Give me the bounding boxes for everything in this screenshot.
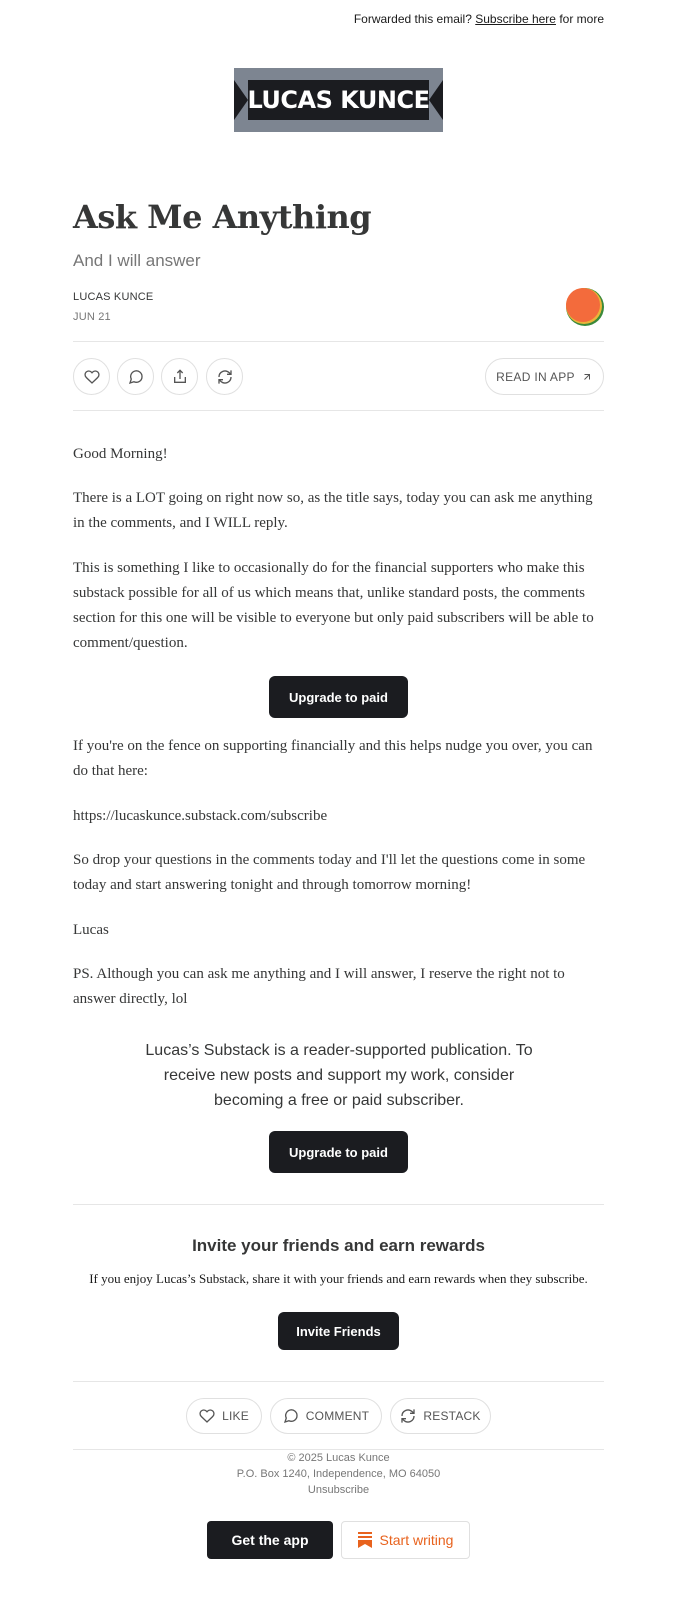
get-app-button[interactable]: Get the app [207, 1521, 333, 1559]
unsubscribe-link[interactable]: Unsubscribe [307, 1484, 370, 1496]
support-text: Lucas’s Substack is a reader-supported publication. To receive new posts and support my work, consider becoming a free or paid subscriber. [145, 1042, 533, 1109]
divider [73, 1449, 604, 1450]
like-label: LIKE [222, 1409, 249, 1423]
copyright: © 2025 Lucas Kunce [287, 1452, 390, 1464]
post-title[interactable]: Ask Me Anything [73, 198, 372, 236]
arrow-up-right-icon [581, 371, 593, 383]
forward-prefix: Forwarded this email? [353, 12, 472, 26]
upgrade-button[interactable]: Upgrade to paid [269, 676, 408, 718]
body-paragraph: There is a LOT going on right now so, as the title says, today you can ask me anything in the comments, and I WILL reply. [73, 490, 593, 531]
forward-suffix: for more [559, 12, 604, 26]
restack-pill-button[interactable] [390, 1398, 491, 1434]
read-in-app-button[interactable] [485, 358, 604, 395]
divider [73, 341, 604, 342]
upgrade-button[interactable]: Upgrade to paid [269, 1131, 408, 1173]
substack-icon [358, 1532, 372, 1548]
author-name[interactable]: LUCAS KUNCE [73, 291, 154, 303]
body-paragraph: If you're on the fence on supporting financially and this helps nudge you over, you can do that here: [73, 738, 593, 779]
invite-title: Invite your friends and earn rewards [192, 1236, 485, 1255]
logo-text: LUCAS KUNCE [247, 86, 430, 114]
heart-icon [84, 369, 100, 385]
divider [73, 1381, 604, 1382]
signature: Lucas [73, 922, 109, 938]
avatar-layer [566, 288, 600, 322]
comment-button[interactable] [117, 358, 154, 395]
share-button[interactable] [161, 358, 198, 395]
address: P.O. Box 1240, Independence, MO 64050 [236, 1468, 441, 1480]
start-writing-button[interactable] [341, 1521, 470, 1559]
subscribe-url[interactable]: https://lucaskunce.substack.com/subscribe [73, 808, 328, 824]
comment-pill-button[interactable] [270, 1398, 382, 1434]
start-writing-label: Start writing [379, 1532, 454, 1548]
comment-icon [283, 1408, 299, 1424]
forward-bar [354, 12, 604, 26]
restack-icon [400, 1408, 416, 1424]
body-paragraph: Good Morning! [73, 446, 168, 462]
body-paragraph: So drop your questions in the comments today and I'll let the questions come in some today and start answering tonight and through tomorrow morning! [73, 852, 586, 893]
body-paragraph: This is something I like to occasionally do for the financial supporters who make this substack possible for all of us which means that, unlike standard posts, the comments section for this one will be visible to everyone but only paid subscribers will be able to comment/question. [73, 560, 594, 651]
restack-icon [217, 369, 233, 385]
subscribe-link[interactable]: Subscribe here [475, 12, 556, 26]
divider [73, 1204, 604, 1205]
invite-friends-button[interactable]: Invite Friends [278, 1312, 399, 1350]
like-button[interactable] [73, 358, 110, 395]
comment-label: COMMENT [305, 1409, 370, 1423]
invite-text: If you enjoy Lucas’s Substack, share it with your friends and earn rewards when they subscribe. [89, 1271, 588, 1286]
share-icon [172, 369, 188, 385]
heart-icon [199, 1408, 215, 1424]
avatar[interactable] [566, 288, 604, 326]
restack-button[interactable] [206, 358, 243, 395]
publication-logo[interactable] [234, 68, 443, 132]
restack-label: RESTACK [423, 1409, 481, 1423]
post-date: JUN 21 [73, 311, 111, 323]
divider [73, 410, 604, 411]
body-paragraph: PS. Although you can ask me anything and I will answer, I reserve the right not to answer directly, lol [73, 966, 565, 1007]
read-in-app-label: READ IN APP [496, 369, 575, 384]
like-pill-button[interactable] [186, 1398, 262, 1434]
comment-icon [128, 369, 144, 385]
post-subtitle: And I will answer [73, 251, 201, 270]
